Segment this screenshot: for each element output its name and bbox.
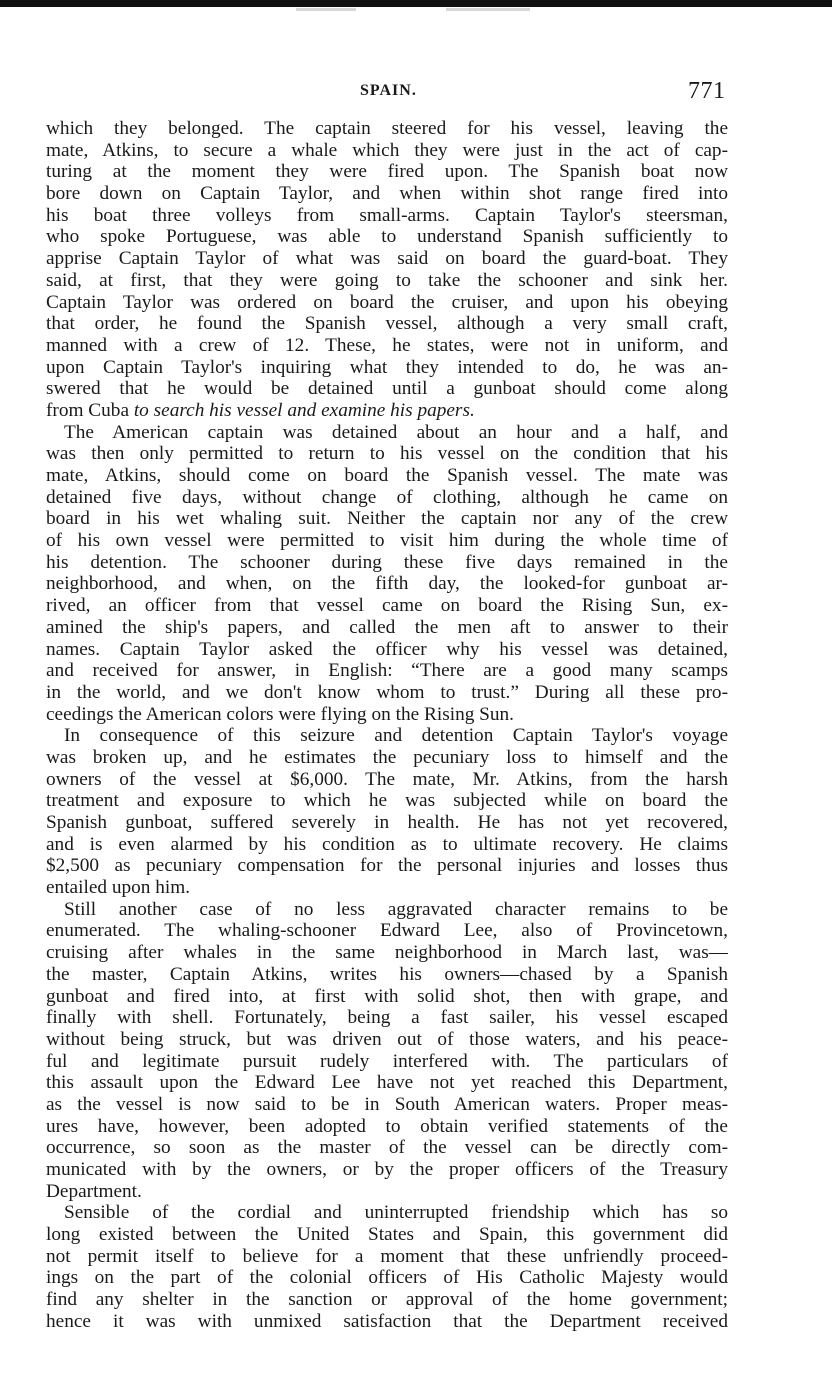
text-line: was broken up, and he estimates the pecuniary loss to himself and the — [46, 746, 728, 768]
text-line: swered that he would be detained until a gunboat should come along — [46, 378, 728, 400]
paragraph — [46, 422, 728, 726]
paragraph — [46, 118, 728, 422]
text-line: The American captain was detained about an hour and a half, and — [64, 421, 728, 443]
body-text — [46, 118, 728, 1333]
text-line: find any shelter in the sanction or approval of the home government; — [46, 1289, 728, 1311]
text-line: said, at first, that they were going to take the schooner and sink her. — [46, 269, 728, 291]
text-line — [46, 400, 728, 422]
text-line: and is even alarmed by his condition as to ultimate recovery. He claims — [46, 833, 728, 855]
italic-text-run: to search his vessel and examine his papers. — [133, 399, 475, 421]
text-line: the master, Captain Atkins, writes his owners—chased by a Spanish — [46, 963, 728, 985]
text-line: mate, Atkins, to secure a whale which they were just in the act of cap- — [46, 139, 728, 161]
text-line: as the vessel is now said to be in South American waters. Proper meas- — [46, 1093, 728, 1115]
text-line: Still another case of no less aggravated character remains to be — [64, 898, 728, 920]
text-line: ful and legitimate pursuit rudely interfered with. The particulars of — [46, 1050, 728, 1072]
text-line: rived, an officer from that vessel came on board the Rising Sun, ex- — [46, 595, 728, 617]
text-line: was then only permitted to return to his vessel on the condition that his — [46, 443, 728, 465]
text-line: cruising after whales in the same neighborhood in March last, was— — [46, 942, 728, 964]
text-line: and received for answer, in English: “There are a good many scamps — [46, 660, 728, 682]
text-line: occurrence, so soon as the master of the vessel can be directly com- — [46, 1137, 728, 1159]
text-line: his boat three volleys from small-arms. Captain Taylor's steersman, — [46, 204, 728, 226]
text-line: this assault upon the Edward Lee have not yet reached this Department, — [46, 1072, 728, 1094]
text-line: who spoke Portuguese, was able to understand Spanish sufficiently to — [46, 226, 728, 248]
text-line: municated with by the owners, or by the proper officers of the Treasury — [46, 1159, 728, 1180]
text-line: treatment and exposure to which he was subjected while on board the — [46, 790, 728, 812]
text-line: hence it was with unmixed satisfaction that the Department received — [46, 1310, 728, 1332]
text-line: apprise Captain Taylor of what was said on board the guard-boat. They — [46, 248, 728, 270]
text-line: gunboat and fired into, at first with solid shot, then with grape, and — [46, 985, 728, 1007]
text-line: owners of the vessel at $6,000. The mate, Mr. Atkins, from the harsh — [46, 768, 728, 790]
text-line: In consequence of this seizure and detention Captain Taylor's voyage — [64, 725, 728, 747]
text-line: ceedings the American colors were flying on the Rising Sun. — [46, 703, 515, 725]
text-line: long existed between the United States and Spain, this government did — [46, 1224, 728, 1246]
text-line: amined the ship's papers, and called the men aft to answer to their — [46, 616, 728, 638]
text-line: enumerated. The whaling-schooner Edward Lee, also of Provincetown, — [46, 920, 728, 942]
text-line: finally with shell. Fortunately, being a fast sailer, his vessel escaped — [46, 1007, 728, 1029]
text-line: ings on the part of the colonial officers of His Catholic Majesty would — [46, 1267, 728, 1289]
text-line: manned with a crew of 12. These, he states, were not in uniform, and — [46, 334, 728, 356]
text-line: his detention. The schooner during these five days remained in the — [46, 551, 728, 573]
text-line: bore down on Captain Taylor, and when within shot range fired into — [46, 183, 728, 205]
text-line: not permit itself to believe for a moment that these unfriendly proceed- — [46, 1245, 728, 1267]
page-number: 771 — [688, 78, 726, 104]
text-line: that order, he found the Spanish vessel, although a very small craft, — [46, 313, 728, 335]
text-line: of his own vessel were permitted to visit him during the whole time of — [46, 530, 728, 552]
text-line: names. Captain Taylor asked the officer why his vessel was detained, — [46, 638, 728, 660]
text-line: board in his wet whaling suit. Neither the captain nor any of the crew — [46, 508, 728, 530]
text-line: Spanish gunboat, suffered severely in health. He has not yet recovered, — [46, 812, 728, 833]
text-line: mate, Atkins, should come on board the Spanish vessel. The mate was — [46, 465, 728, 486]
paragraph — [46, 1202, 728, 1332]
text-line: Department. — [46, 1180, 142, 1202]
text-line: turing at the moment they were fired upon. The Spanish boat now — [46, 161, 728, 183]
text-line: ures have, however, been adopted to obtain verified statements of the — [46, 1115, 728, 1137]
text-line: which they belonged. The captain steered for his vessel, leaving the — [46, 118, 728, 139]
text-run: from Cuba — [46, 399, 134, 421]
scan-artifact — [296, 6, 536, 16]
text-line: detained five days, without change of clothing, although he came on — [46, 486, 728, 508]
text-line: upon Captain Taylor's inquiring what they intended to do, he was an- — [46, 356, 728, 378]
text-line: Sensible of the cordial and uninterrupted friendship which has so — [64, 1202, 728, 1224]
paragraph — [46, 725, 728, 899]
paragraph — [46, 899, 728, 1203]
text-line: Captain Taylor was ordered on board the cruiser, and upon his obeying — [46, 291, 728, 313]
page-header — [0, 78, 832, 108]
text-line: without being struck, but was driven out of those waters, and his peace- — [46, 1028, 728, 1050]
text-line: neighborhood, and when, on the fifth day, the looked-for gunboat ar- — [46, 573, 728, 595]
text-line: entailed upon him. — [46, 877, 191, 899]
running-head: SPAIN. — [360, 82, 417, 99]
text-line: $2,500 as pecuniary compensation for the personal injuries and losses thus — [46, 855, 728, 877]
text-line: in the world, and we don't know whom to trust.” During all these pro- — [46, 681, 728, 703]
